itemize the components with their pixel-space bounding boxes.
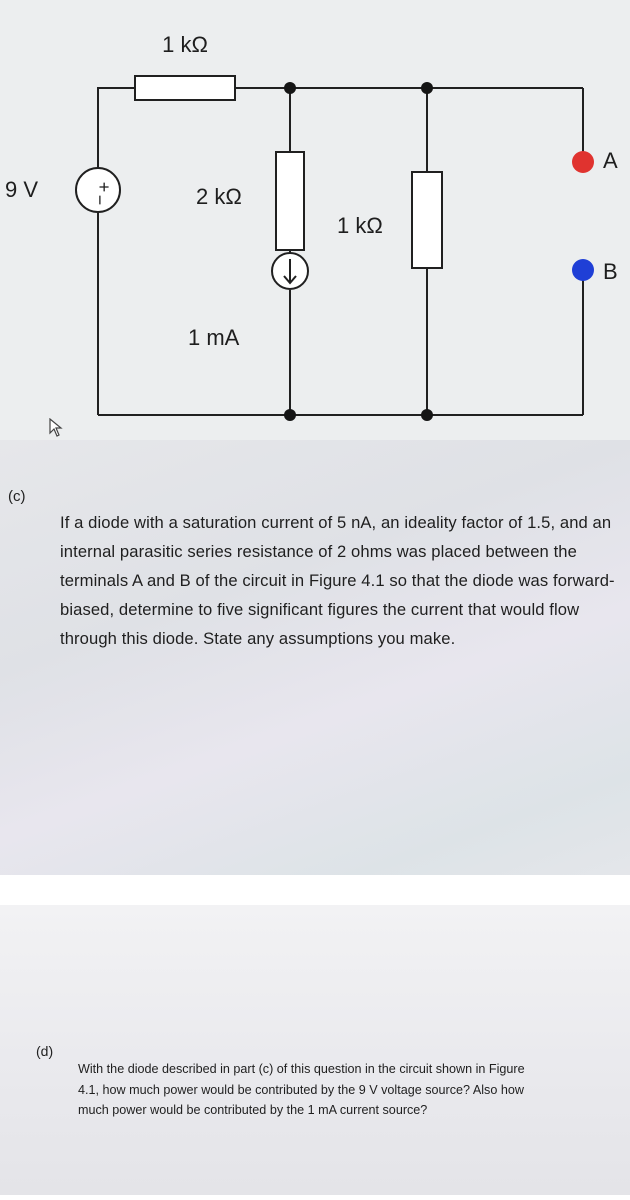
junction-dot	[421, 82, 433, 94]
source-plus-sign: +	[94, 181, 114, 193]
circuit-diagram	[0, 0, 630, 440]
junction-dot	[284, 409, 296, 421]
source-minus-sign: −	[90, 194, 110, 206]
resistor-middle	[276, 152, 304, 250]
resistor-top	[135, 76, 235, 100]
resistor-top-label: 1 kΩ	[162, 32, 208, 57]
mouse-pointer-icon	[48, 418, 64, 438]
terminal-a-label: A	[603, 148, 618, 173]
resistor-right	[412, 172, 442, 268]
part-d-question: With the diode described in part (c) of this question in the circuit shown in Figure 4.1, how much power would be contributed by the 9 V voltage source? Also how much power would be contributed by the 1 mA current source?	[78, 1062, 525, 1117]
junction-dot	[284, 82, 296, 94]
part-c-section	[0, 440, 630, 875]
current-source	[272, 253, 308, 289]
part-d-label: (d)	[36, 1043, 54, 1059]
terminal-b-dot	[572, 259, 594, 281]
terminal-a-dot	[572, 151, 594, 173]
circuit-figure	[0, 0, 630, 440]
part-c-label: (c)	[8, 488, 26, 505]
resistor-right-label: 1 kΩ	[337, 213, 383, 238]
current-source-label: 1 mA	[188, 325, 240, 350]
source-label: 9 V	[5, 177, 39, 202]
resistor-middle-label: 2 kΩ	[196, 184, 242, 209]
junction-dot	[421, 409, 433, 421]
junction-dots	[284, 82, 433, 421]
wires	[98, 88, 583, 415]
part-c-question: If a diode with a saturation current of 5 nA, an ideality factor of 1.5, and an internal parasitic series resistance of 2 ohms was placed between the terminals A and B of the circuit in Figure 4.1 so that the diode was forward-biased, determine to five significant figures the current that would flow through this diode. State any assumptions you make.	[60, 513, 615, 648]
terminal-b-label: B	[603, 259, 618, 284]
part-d-section	[0, 905, 630, 1195]
voltage-source	[76, 168, 120, 212]
